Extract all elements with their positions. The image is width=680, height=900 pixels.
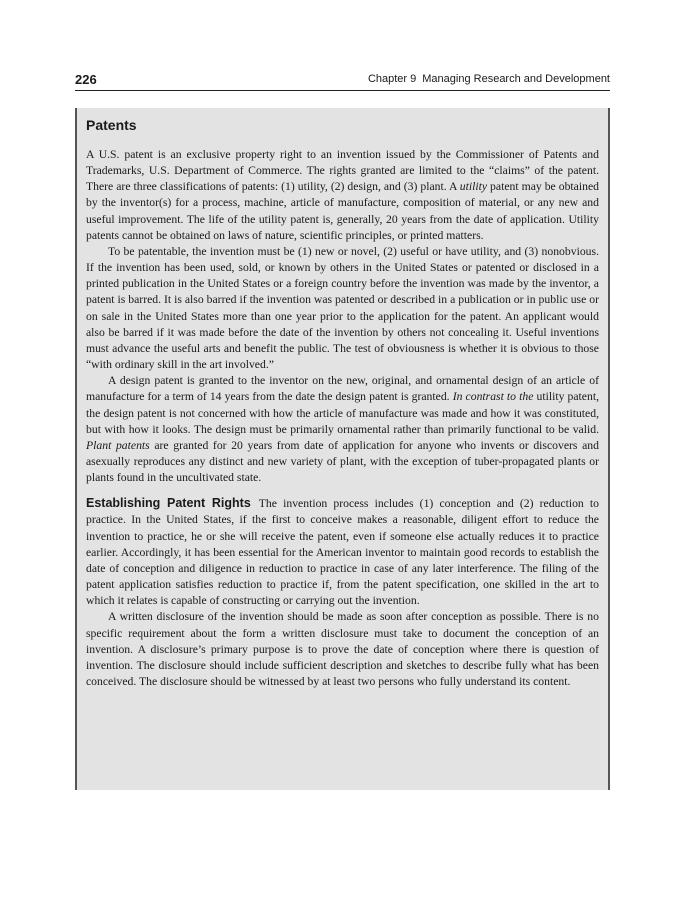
running-header: [75, 70, 610, 91]
paragraph: A written disclosure of the invention should be made as soon after conception as possible. There is no specific requirement about the form a written disclosure must take to document the conception of an invention. A disclosure’s primary purpose is to prove the date of conception where there is question of invention. The disclosure should include sufficient description and sketches to describe fully what has been conceived. The disclosure should be witnessed by at least two persons who fully understand its content.: [86, 610, 599, 688]
text-run: patent may be obtained by the inventor(s) for a process, machine, article of manufacture, composition of material, or any new and useful improvement. The life of the utility patent is, generally, 20 years from the date of application. Utility patents cannot be obtained on laws of nature, scientific principles, or printed matters.: [86, 180, 599, 242]
page-number: 226: [75, 72, 97, 87]
paragraph: [86, 147, 599, 244]
italic-term: utility: [459, 180, 488, 194]
section-heading: Establishing Patent Rights: [86, 496, 251, 511]
italic-term: In contrast to the: [452, 390, 534, 404]
paragraph: [86, 495, 599, 609]
chapter-heading: [368, 73, 610, 85]
box-title: Patents: [86, 117, 137, 133]
chapter-label: Chapter 9: [367, 73, 417, 85]
text-run: The invention process includes (1) conception and (2) reduction to practice. In the United States, if the first to conceive makes a reasonable, diligent effort to reduce the invention to practice, he or she will receive the patent, even if someone else actually reduces it to practice earlier. Accordingly, it has been essential for the American inventor to maintain good records to establish the date of conception and diligence in reduction to practice in case of any later interference. The filing of the patent application satisfies reduction to practice if, from the patent specification, one skilled in the art to which it relates is capable of constructing or carrying out the invention.: [86, 497, 600, 608]
patents-sidebar-box: [75, 108, 610, 790]
chapter-title: Managing Research and Development: [422, 73, 610, 85]
text-run: are granted for 20 years from date of application for anyone who invents or discovers and asexually reproduces any distinct and new variety of plant, with the exception of tuber-propagated plants or plants found in the uncultivated state.: [86, 438, 599, 485]
text-run: A design patent is granted to the inventor on the new, original, and ornamental design of an article of manufacture for a term of 14 years from the date the design patent is granted.: [86, 374, 599, 404]
box-body: [86, 147, 599, 690]
text-run: utility patent, the design patent is not concerned with how the article of manufacture was made and how it was constituted, but with how it looks. The design must be primarily ornamental rather than primarily functional to be valid.: [86, 390, 599, 436]
text-run: A U.S. patent is an exclusive property right to an invention issued by the Commissioner of Patents and Trademarks, U.S. Department of Commerce. The rights granted are limited to the “claims” of the patent. There are three classifications of patents: (1) utility, (2) design, and (3) plant. A: [86, 148, 599, 194]
italic-term: Plant patents: [86, 438, 150, 452]
paragraph: To be patentable, the invention must be (1) new or novel, (2) useful or have utility, and (3) nonobvious. If the invention has been used, sold, or known by others in the United States or patented or disclosed in a printed publication in the United States or a foreign country before the invention was made by the inventor, a patent is barred. It is also barred if the invention was patented or described in a publication or in public use or on sale in the United States more than one year prior to the application for the patent. An applicant would also be barred if it was made before the date of the invention by others not concealing it. Useful inventions must advance the useful arts and benefit the public. The test of obviousness is whether it is obvious to those “with ordinary skill in the art involved.”: [86, 244, 599, 372]
paragraph: [86, 373, 599, 486]
